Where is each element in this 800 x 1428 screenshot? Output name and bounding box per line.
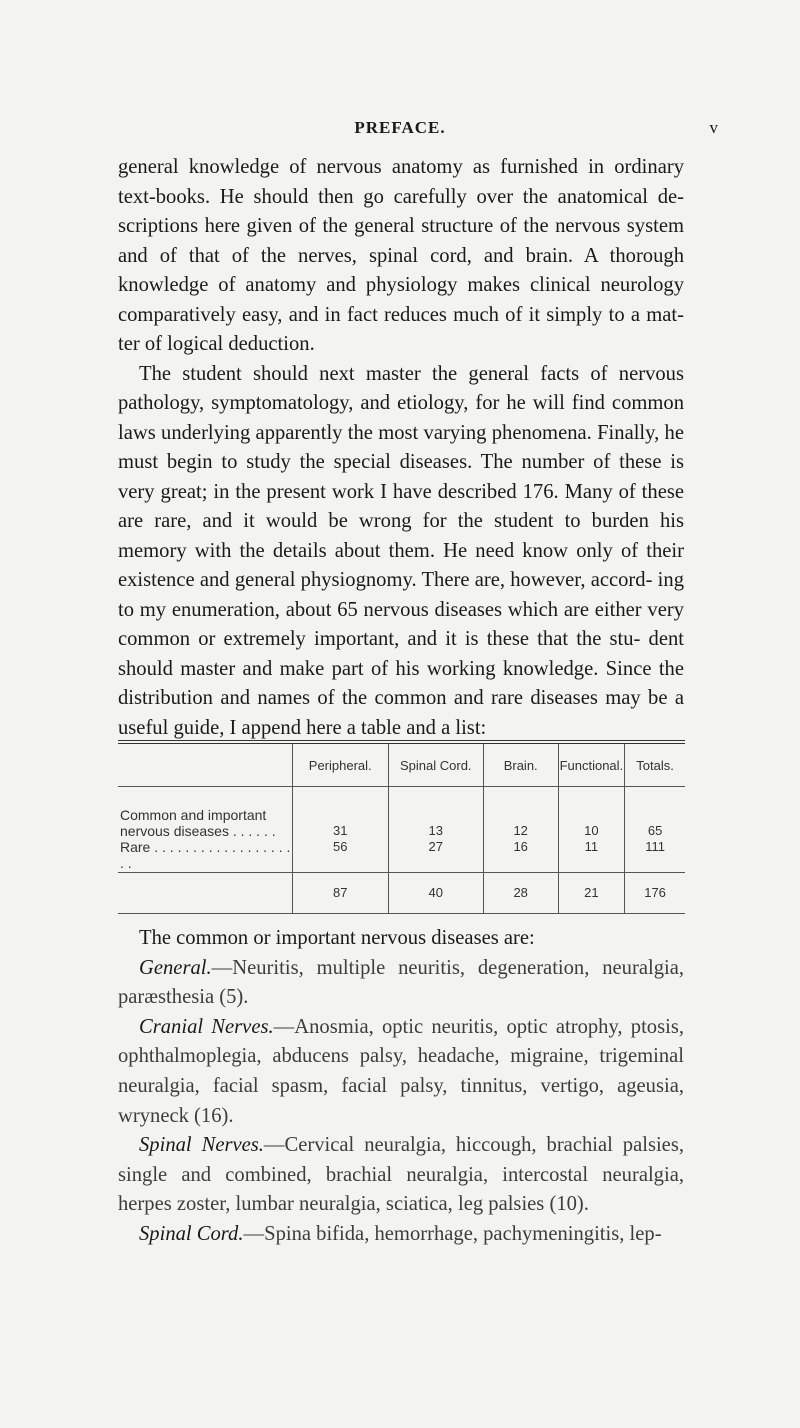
category-text: —Spina bifida, hemorrhage, pachymeningitis, lep- <box>243 1222 662 1245</box>
running-title: PREFACE. <box>354 118 446 137</box>
table-body-row <box>118 787 685 873</box>
running-head <box>0 118 800 142</box>
preface-text <box>118 153 684 743</box>
row-labels <box>118 787 292 873</box>
row-label: nervous diseases . . . . . . <box>120 823 276 839</box>
stats-table <box>118 744 685 913</box>
paragraph-1: general knowledge of nervous anatomy as furnished in ordinary text-books. He should then go carefully over the anatomical de- scriptions here given of the general structure of the nervous system and of that of the nerves, spinal cord, and brain. A thorough knowledge of anatomy and physiology makes clinical neurology comparatively easy, and in fact reduces much of it simply to a mat- ter of logical deduction. <box>118 156 684 355</box>
row-label: Common and important <box>120 807 267 823</box>
column-header: Brain. <box>483 744 558 787</box>
table-cell: 10 11 <box>558 787 625 873</box>
category-text: —Neuritis, multiple neuritis, degeneration, neuralgia, paræsthesia (5). <box>118 956 684 1009</box>
total-cell: 176 <box>625 873 685 914</box>
category-text: —Cervical neuralgia, hiccough, brachial palsies, single and combined, brachial neuralgia, intercostal neuralgia, herpes zoster, lumbar neuralgia, sciatica, leg palsies (10). <box>118 1134 684 1216</box>
column-header: Spinal Cord. <box>388 744 483 787</box>
column-header: Functional. <box>558 744 625 787</box>
list-general <box>118 954 684 1013</box>
total-cell: 87 <box>292 873 388 914</box>
table-cell: 65 111 <box>625 787 685 873</box>
list-cranial <box>118 1013 684 1131</box>
disease-distribution-table <box>118 740 685 914</box>
column-header: Peripheral. <box>292 744 388 787</box>
category-heading: Cranial Nerves. <box>139 1015 274 1038</box>
table-cell: 13 27 <box>388 787 483 873</box>
page-number: v <box>709 118 718 137</box>
list-spinal-cord <box>118 1220 684 1250</box>
table-header-row <box>118 744 685 787</box>
total-cell: 21 <box>558 873 625 914</box>
list-spinal-nerves <box>118 1131 684 1220</box>
totals-label-cell <box>118 873 292 914</box>
list-intro: The common or important nervous diseases are: <box>139 927 535 949</box>
category-heading: Spinal Cord. <box>139 1222 244 1245</box>
total-cell: 40 <box>388 873 483 914</box>
paragraph-2: The student should next master the general facts of nervous pathology, symptomatology, and etiology, for he will find common laws underlying apparently the most varying phenomena. Finally, he must begin to study the special diseases. The number of these is very great; in the present work I have described 176. Many of these are rare, and it would be wrong for the student to burden his memory with the details about them. He need know only of their existence and general physiognomy. There are, however, accord- ing to my enumeration, about 65 nervous diseases which are either very common or extremely important, and it is these that the stu- dent should master and make part of his working knowledge. Since the distribution and names of the common and rare diseases may be a useful guide, I append here a table and a list: <box>118 362 684 739</box>
disease-list <box>118 924 684 1250</box>
category-heading: General. <box>139 956 212 979</box>
table-cell: 12 16 <box>483 787 558 873</box>
table-cell: 31 56 <box>292 787 388 873</box>
table-bottom-rule <box>118 913 685 914</box>
totals-row <box>118 873 685 914</box>
category-text: —Anosmia, optic neuritis, optic atrophy, ptosis, ophthalmoplegia, abducens palsy, headache, migraine, trigeminal neuralgia, facial spasm, facial palsy, tinnitus, vertigo, ageusia, wryneck (16). <box>118 1015 684 1127</box>
column-header: Totals. <box>625 744 685 787</box>
row-label: Rare . . . . . . . . . . . . . . . . . . . . <box>120 839 291 871</box>
total-cell: 28 <box>483 873 558 914</box>
header-blank-cell <box>118 744 292 787</box>
category-heading: Spinal Nerves. <box>139 1134 264 1157</box>
